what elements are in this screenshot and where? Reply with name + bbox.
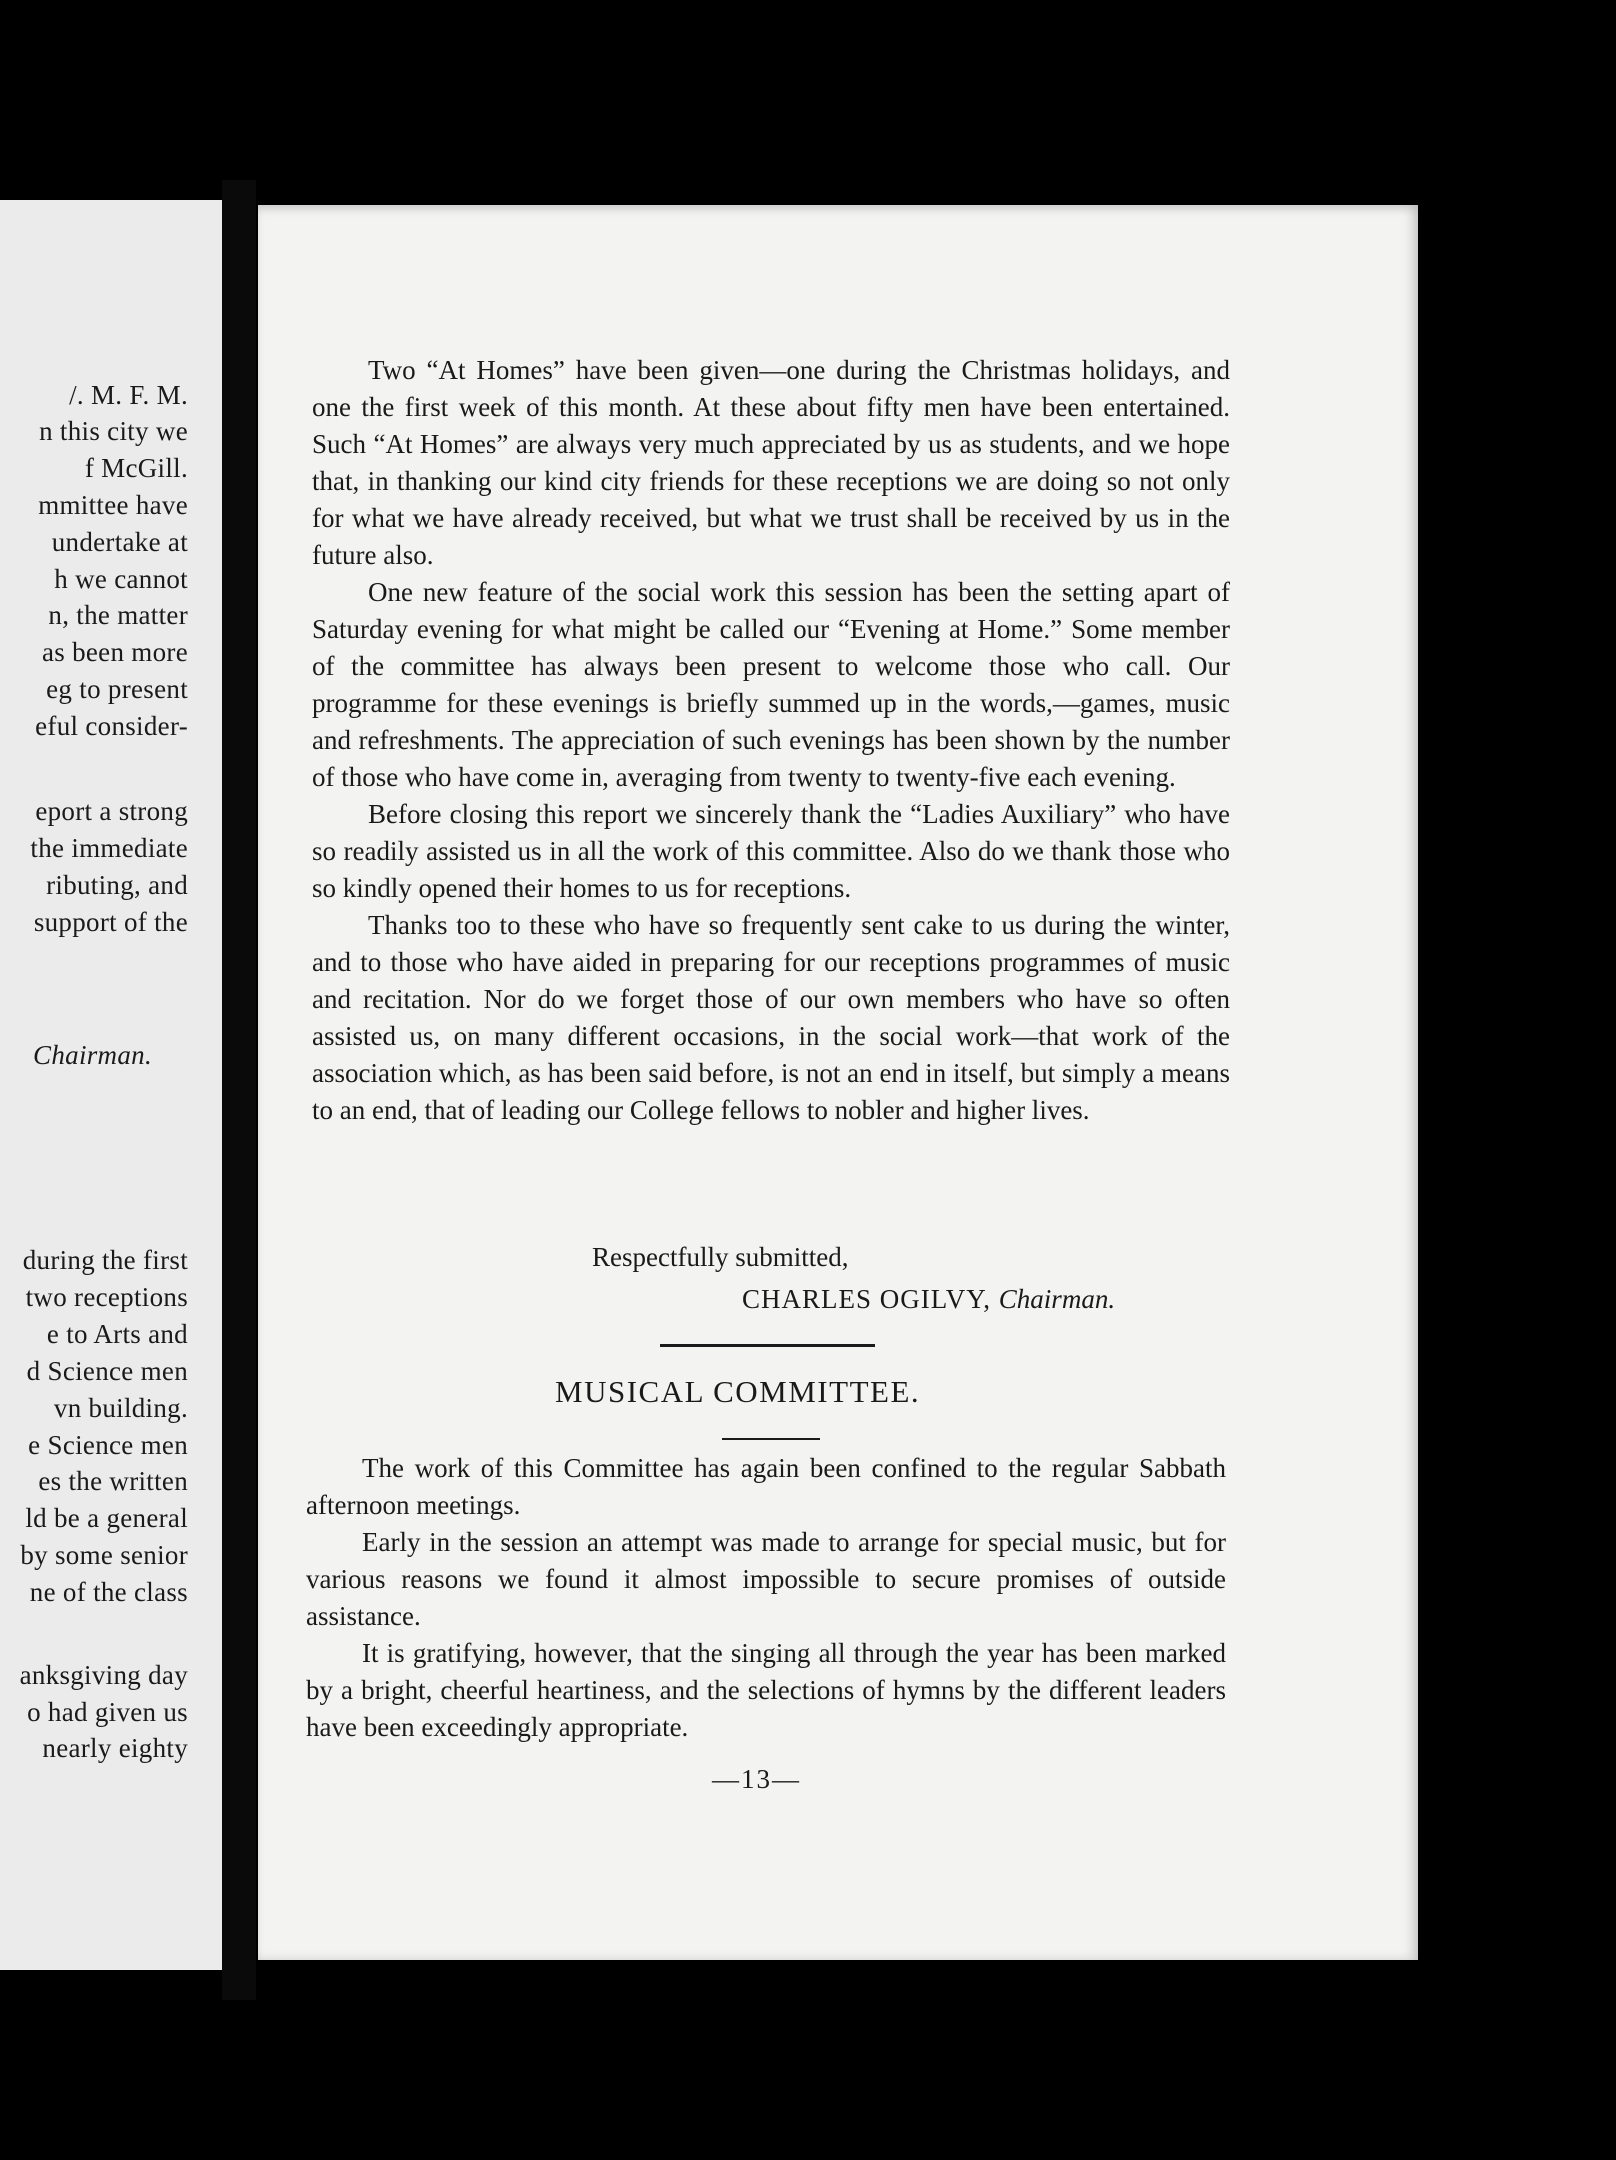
- closing-line: Respectfully submitted,: [592, 1242, 849, 1272]
- social-paragraph: Before closing this report we sincerely thank the “Ladies Auxiliary” who have so readily assisted us in all the work of this committee. Also do we thank those who so kindly opened their homes to us for receptions.: [312, 799, 1230, 903]
- left-page-line: during the first: [22, 1245, 188, 1275]
- left-page-line: ld be a general: [25, 1503, 188, 1533]
- left-page-line: anksgiving day: [19, 1660, 188, 1690]
- left-page-line: nearly eighty: [42, 1733, 188, 1763]
- left-page-line: mmittee have: [38, 490, 188, 520]
- musical-committee-body: [306, 1450, 1226, 1746]
- signer-role: Chairman.: [998, 1284, 1116, 1314]
- left-page-line: n this city we: [39, 416, 188, 446]
- left-page-line: ributing, and: [46, 870, 188, 900]
- left-page-line: eport a strong: [35, 796, 188, 826]
- music-paragraph: Early in the session an attempt was made to arrange for special music, but for various reasons we found it almost impossible to secure promises of outside assistance.: [306, 1527, 1226, 1631]
- social-paragraph: Thanks too to these who have so frequently sent cake to us during the winter, and to those who have aided in preparing for our receptions programmes of music and recitation. Nor do we forget those of our own members who have so often assisted us, on many different occasions, in the social work—that work of the association which, as has been said before, is not an end in itself, but simply a means to an end, that of leading our College fellows to nobler and higher lives.: [312, 910, 1230, 1125]
- left-page-line: by some senior: [20, 1540, 188, 1570]
- left-page-line: h we cannot: [54, 564, 188, 594]
- left-page-line: vn building.: [53, 1393, 188, 1423]
- left-page-line: the immediate: [30, 833, 188, 863]
- left-page-line: support of the: [33, 907, 188, 937]
- heading-underline: [722, 1438, 820, 1440]
- left-page-line: f McGill.: [84, 453, 188, 483]
- left-page-line: o had given us: [27, 1697, 188, 1727]
- left-page-line: eful consider-: [35, 711, 188, 741]
- left-page-line: e Science men: [28, 1430, 188, 1460]
- left-page-fragment: [0, 200, 222, 1970]
- social-report-body: [312, 352, 1230, 1129]
- left-page-line: two receptions: [25, 1282, 188, 1312]
- signer-name: CHARLES OGILVY,: [742, 1284, 992, 1314]
- left-page-line: ne of the class: [29, 1577, 188, 1607]
- section-divider: [660, 1344, 875, 1347]
- left-page-line: e to Arts and: [46, 1319, 188, 1349]
- left-page-line: Chairman.: [33, 1040, 152, 1070]
- social-paragraph: One new feature of the social work this session has been the setting apart of Saturday evening for what might be called our “Evening at Home.” Some member of the committee has always been present to welcome those who call. Our programme for these evenings is briefly summed up in the words,—games, music and refreshments. The appreciation of such evenings has been shown by the number of those who have come in, averaging from twenty to twenty-five each evening.: [312, 577, 1230, 792]
- left-page-line: /. M. F. M.: [69, 380, 188, 410]
- left-page-line: n, the matter: [48, 600, 188, 630]
- left-page-line: eg to present: [46, 674, 188, 704]
- music-paragraph: The work of this Committee has again been confined to the regular Sabbath afternoon meetings.: [306, 1453, 1226, 1520]
- signature-line: [742, 1284, 1115, 1315]
- left-page-line: es the written: [38, 1466, 188, 1496]
- music-paragraph: It is gratifying, however, that the singing all through the year has been marked by a bright, cheerful heartiness, and the selections of hymns by the different leaders have been exceedingly appropriate.: [306, 1638, 1226, 1742]
- left-page-line: d Science men: [26, 1356, 188, 1386]
- left-page-line: as been more: [41, 637, 188, 667]
- book-spine: [222, 180, 256, 2000]
- page-number: —13—: [712, 1764, 801, 1794]
- left-page-line: undertake at: [51, 527, 188, 557]
- section-heading: MUSICAL COMMITTEE.: [555, 1374, 921, 1409]
- social-paragraph: Two “At Homes” have been given—one during the Christmas holidays, and one the first week of this month. At these about fifty men have been entertained. Such “At Homes” are always very much appreciated by us as students, and we hope that, in thanking our kind city friends for these receptions we are doing so not only for what we have already received, but what we trust shall be received by us in the future also.: [312, 355, 1230, 570]
